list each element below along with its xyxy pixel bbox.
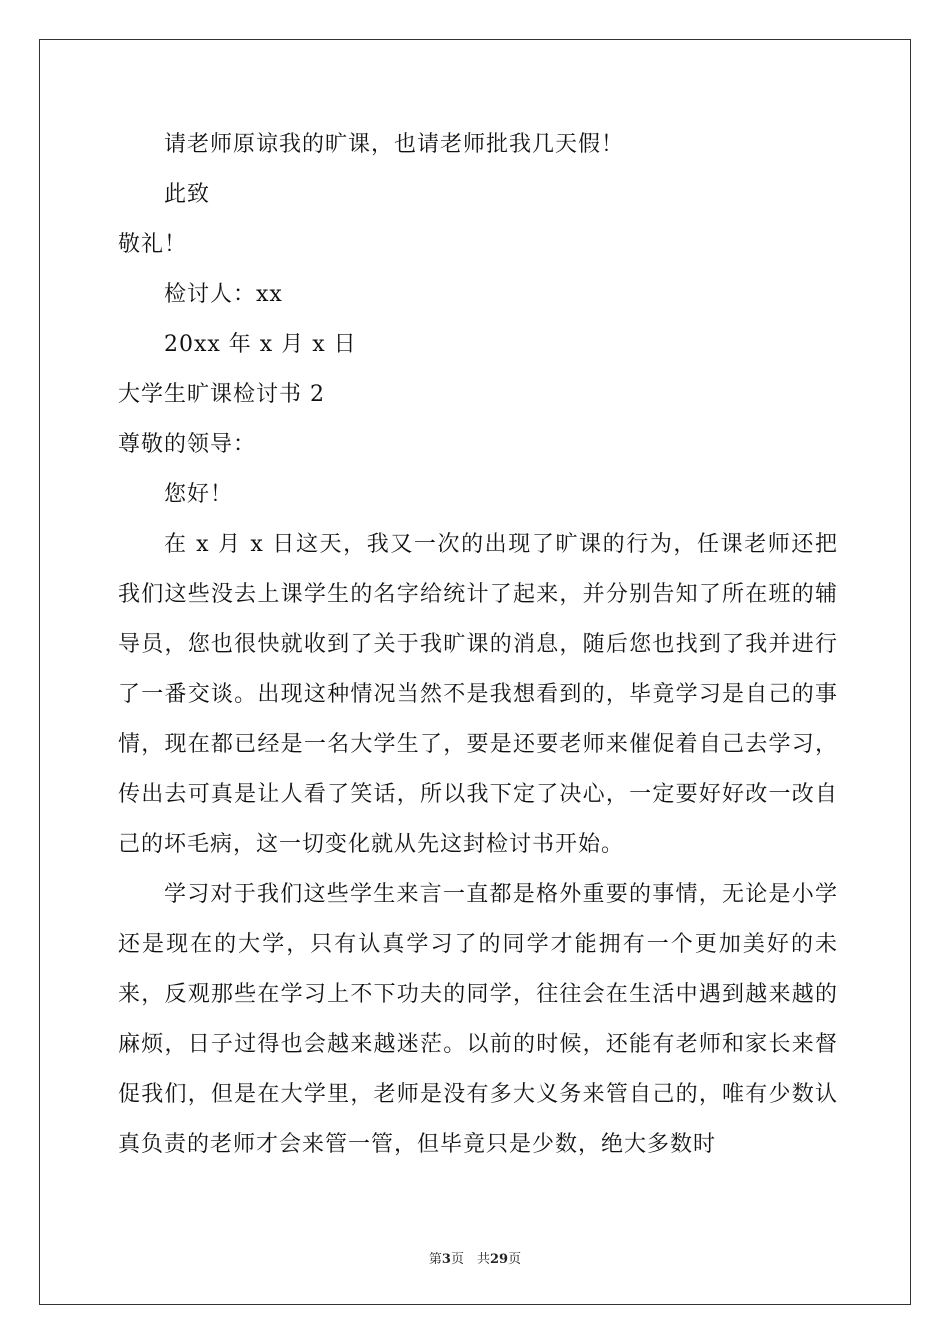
footer-middle: 页 共 [450,1252,490,1267]
footer-suffix: 页 [508,1252,522,1267]
paragraph: 学习对于我们这些学生来言一直都是格外重要的事情，无论是小学还是现在的大学，只有认真学习了的同学才能拥有一个更加美好的未来，反观那些在学习上不下功夫的同学，往往会在生活中遇到越来越的麻烦，日子过得也会越来越迷茫。以前的时候，还能有老师和家长来督促我们，但是在大学里，老师是没有多大义务来管自己的，唯有少数认真负责的老师才会来管一管，但毕竟只是少数，绝大多数时 [118,882,838,1157]
signature-line: 检讨人：xx [164,282,283,307]
footer-prefix: 第 [428,1252,442,1267]
greeting: 您好！ [164,482,234,507]
salutation: 尊敬的领导： [118,432,257,457]
text-line: 敬礼！ [118,232,188,257]
text-line: 此致 [164,182,211,207]
text-line: 请老师原谅我的旷课，也请老师批我几天假！ [164,132,625,157]
page-footer [0,1248,950,1267]
total-pages: 29 [489,1252,509,1267]
page-number: 3 [441,1252,451,1267]
document-body [118,120,838,1170]
paragraph: 在 x 月 x 日这天，我又一次的出现了旷课的行为，任课老师还把我们这些没去上课学生的名字给统计了起来，并分别告知了所在班的辅导员，您也很快就收到了关于我旷课的消息，随后您也找到了我并进行了一番交谈。出现这种情况当然不是我想看到的，毕竟学习是自己的事情，现在都已经是一名大学生了，要是还要老师来催促着自己去学习，传出去可真是让人看了笑话，所以我下定了决心，一定要好好改一改自己的坏毛病，这一切变化就从先这封检讨书开始。 [118,532,838,857]
section-title: 大学生旷课检讨书 2 [118,382,325,407]
date-line: 20xx 年 x 月 x 日 [164,332,357,357]
